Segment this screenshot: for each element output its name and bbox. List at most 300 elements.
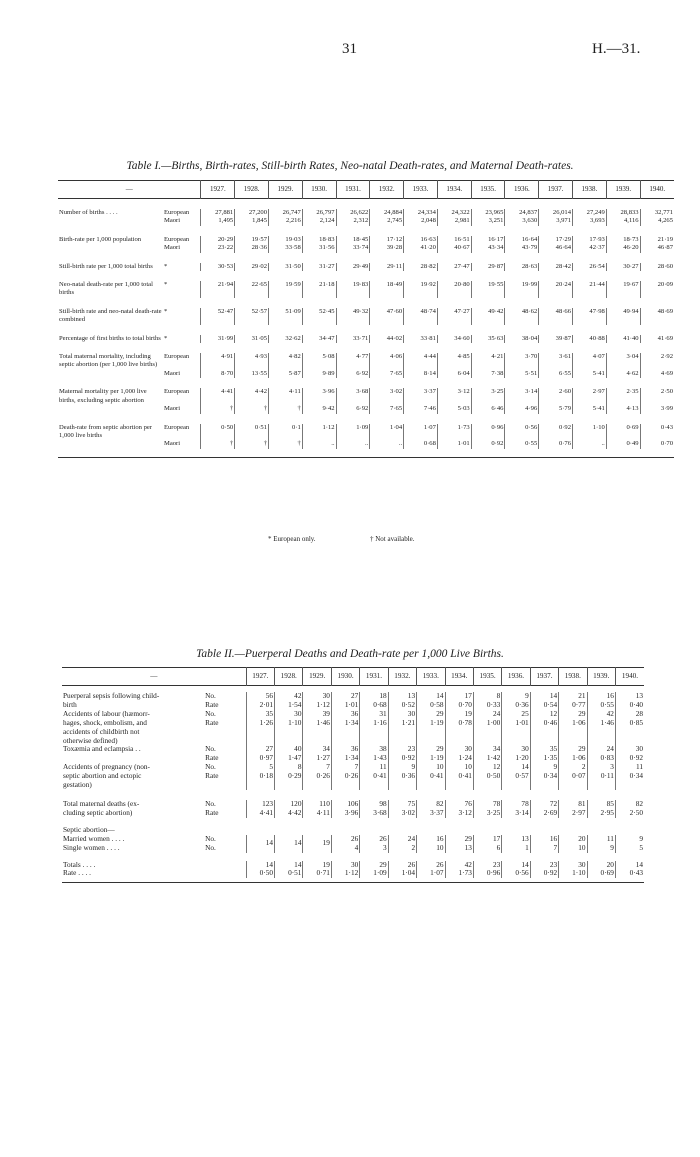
table-cell: 23,965	[471, 209, 505, 217]
year-header: 1933.	[417, 668, 445, 686]
page-reference: H.—31.	[592, 41, 641, 57]
table-cell: 46·20	[606, 244, 640, 252]
table-cell: 19·92	[404, 281, 438, 298]
table-cell: 5	[615, 844, 644, 853]
table-cell: 29	[559, 745, 587, 754]
table-cell: 14	[530, 692, 558, 701]
table-cell: 7·46	[404, 405, 438, 413]
row-label: Maternal mortality per 1,000 live births, excluding septic abortion	[59, 388, 147, 404]
row-label	[58, 440, 163, 448]
year-header: 1939.	[606, 181, 640, 199]
table-cell: 19	[445, 710, 473, 719]
table-cell: 28·63	[505, 263, 539, 271]
table-cell: 0·52	[388, 701, 416, 710]
row-label	[58, 370, 163, 378]
table-cell	[275, 781, 303, 790]
table-cell: 2,124	[302, 217, 336, 225]
table-row	[58, 370, 674, 378]
table-cell: 20	[559, 835, 587, 844]
year-header: 1927.	[201, 181, 235, 199]
table-cell: 42·37	[573, 244, 607, 252]
table-cell: 0·18	[246, 772, 274, 781]
table-cell: 2,981	[437, 217, 471, 225]
table-cell: 1·42	[473, 754, 501, 763]
table-cell: 8·14	[404, 370, 438, 378]
footnote-european-only: * European only.	[268, 535, 316, 543]
row-unit: Rate	[205, 717, 219, 727]
table-cell: 18·45	[336, 236, 370, 244]
table-cell: 4·77	[336, 353, 370, 370]
table-cell: 16·63	[404, 236, 438, 244]
table-cell: 4·11	[303, 809, 331, 818]
table-cell: 1	[502, 844, 530, 853]
table-cell: 0·56	[502, 869, 530, 878]
year-header: 1935.	[471, 181, 505, 199]
row-unit	[204, 781, 246, 790]
row-group: Maori	[163, 244, 181, 252]
year-header: 1936.	[505, 181, 539, 199]
table-cell: 4·11	[269, 388, 303, 405]
table-cell: 3·96	[331, 809, 359, 818]
table-cell: 1·54	[275, 701, 303, 710]
table-cell: 1·47	[275, 754, 303, 763]
table-cell: 81	[559, 800, 587, 809]
table-cell: 2·92	[640, 353, 674, 370]
row-group: European	[163, 423, 190, 431]
table-cell: 42	[587, 710, 615, 719]
table-cell: 0·92	[388, 754, 416, 763]
row-group: *	[163, 307, 168, 315]
row-label: septic abortion and ectopic	[63, 771, 142, 781]
table-cell: 29·49	[336, 263, 370, 271]
table-cell: 38	[360, 745, 388, 754]
table-cell: 7·65	[370, 370, 404, 378]
table-cell: 16·64	[505, 236, 539, 244]
table-row	[58, 405, 674, 413]
table-row	[58, 353, 674, 370]
table-cell: 30	[559, 861, 587, 870]
table-cell: 7	[331, 763, 359, 772]
table-cell: 2,048	[404, 217, 438, 225]
table1-title: Table I.—Births, Birth-rates, Still-birth Rates, Neo-natal Death-rates, and Maternal Death-rates.	[126, 160, 574, 172]
table-cell: 0·71	[303, 869, 331, 878]
year-header: 1929.	[303, 668, 331, 686]
table-cell: 2·01	[246, 701, 274, 710]
table-cell: 1·09	[336, 424, 370, 441]
table-cell: 30	[275, 710, 303, 719]
row-group: European	[163, 209, 190, 216]
year-header: 1927.	[246, 668, 274, 686]
table-cell: 1·09	[360, 869, 388, 878]
table-cell: 19·55	[471, 281, 505, 298]
table-cell: 28·60	[640, 263, 674, 271]
table-cell: 33·71	[336, 335, 370, 343]
table-cell: 26,014	[539, 209, 573, 217]
row-label: Total maternal deaths (ex-	[63, 798, 140, 808]
year-header: 1933.	[404, 181, 438, 199]
table-cell: 4·85	[437, 353, 471, 370]
table-cell: 0·76	[539, 440, 573, 448]
table-cell: 20·29	[201, 236, 235, 244]
table-cell: 3,971	[539, 217, 573, 225]
table-cell: 20	[587, 861, 615, 870]
year-header: 1931.	[360, 668, 388, 686]
table-cell: 49·42	[471, 308, 505, 325]
table1	[58, 180, 674, 458]
table-cell: 4·44	[404, 353, 438, 370]
table-cell: 36	[331, 745, 359, 754]
table-cell: 5·51	[505, 370, 539, 378]
table-cell: 3·12	[445, 809, 473, 818]
table-cell: 42	[445, 861, 473, 870]
table-cell: 26,797	[302, 209, 336, 217]
table-cell	[417, 781, 445, 790]
table-cell: 1·07	[404, 424, 438, 441]
table-cell: 27,200	[235, 209, 269, 217]
table-cell: 4·21	[471, 353, 505, 370]
table-cell	[303, 728, 331, 737]
table-cell: 40	[275, 745, 303, 754]
table-cell: 1·27	[303, 754, 331, 763]
table-cell: 30	[615, 745, 644, 754]
table-cell: 13	[502, 835, 530, 844]
table-row	[58, 244, 674, 252]
table-row	[58, 308, 674, 325]
row-unit: Rate	[205, 771, 219, 781]
table-cell: 30·27	[606, 263, 640, 271]
table-cell: 17	[445, 692, 473, 701]
row-unit: Rate	[205, 807, 219, 817]
table-cell: 26	[331, 835, 359, 844]
table-cell: 13·55	[235, 370, 269, 378]
table-cell: 0·41	[417, 772, 445, 781]
table-cell: 3·37	[404, 388, 438, 405]
table-cell: 26	[360, 835, 388, 844]
table-cell: 123	[246, 800, 274, 809]
table-cell: 33·58	[269, 244, 303, 252]
table-cell: 0·51	[275, 869, 303, 878]
row-group: European	[163, 353, 190, 361]
table-cell: 5·41	[573, 370, 607, 378]
table-cell: 1·46	[303, 719, 331, 728]
table-cell: 29	[445, 835, 473, 844]
table-cell: 29	[360, 861, 388, 870]
row-label: Puerperal sepsis following child-	[63, 691, 160, 700]
year-header: 1938.	[573, 181, 607, 199]
table-cell: 2·69	[530, 809, 558, 818]
table-cell: 7	[530, 844, 558, 853]
table-cell: ..	[573, 440, 607, 448]
table-cell: 19·03	[269, 236, 303, 244]
table-cell: 9·89	[302, 370, 336, 378]
table-cell: 3·68	[360, 809, 388, 818]
table-cell: 27·47	[437, 263, 471, 271]
row-label	[58, 217, 163, 225]
row-unit: Rate	[205, 699, 219, 709]
row-label: hages, shock, embolism, and	[63, 717, 147, 727]
table-cell: 1·34	[331, 754, 359, 763]
table-cell: 1·24	[445, 754, 473, 763]
table-cell: 26	[388, 861, 416, 870]
table-cell: 46·87	[640, 244, 674, 252]
table-cell: 1·01	[437, 440, 471, 448]
table-cell: †	[201, 440, 235, 448]
table-cell: 2	[388, 844, 416, 853]
table-cell: 5·08	[302, 353, 336, 370]
table-cell: 35	[246, 710, 274, 719]
table-cell: 23	[388, 745, 416, 754]
table-cell: 35·63	[471, 335, 505, 343]
table-row	[62, 869, 644, 878]
table-cell: 3,251	[471, 217, 505, 225]
table-cell: 0·70	[640, 440, 674, 448]
table-cell	[473, 728, 501, 737]
table-cell: 24	[587, 745, 615, 754]
table-cell	[388, 781, 416, 790]
table-cell	[303, 781, 331, 790]
table-cell: 17·12	[370, 236, 404, 244]
table-cell: †	[201, 405, 235, 413]
year-header: 1928.	[235, 181, 269, 199]
table-cell: 46·64	[539, 244, 573, 252]
table-cell: 34	[473, 745, 501, 754]
table-cell: 0·69	[606, 424, 640, 441]
table-cell: 41·69	[640, 335, 674, 343]
table-cell	[445, 781, 473, 790]
table-cell: 1·00	[473, 719, 501, 728]
table-cell: 24,322	[437, 209, 471, 217]
table-cell: 75	[388, 800, 416, 809]
year-header: 1940.	[640, 181, 674, 199]
table-cell: 31·99	[201, 335, 235, 343]
row-label: Percentage of first births to total births	[59, 334, 161, 342]
row-group: Maori	[163, 440, 181, 448]
table-cell: 2	[559, 763, 587, 772]
septic-abortion-heading: Septic abortion—	[63, 824, 115, 834]
table-cell: 3·02	[388, 809, 416, 818]
table-cell: 28	[615, 710, 644, 719]
table-cell: 4·91	[201, 353, 235, 370]
table-cell: 4·13	[606, 405, 640, 413]
table-cell: 6·55	[539, 370, 573, 378]
table-cell: 0·85	[615, 719, 644, 728]
year-header: 1929.	[269, 181, 303, 199]
table-cell: 0·40	[615, 701, 644, 710]
table-cell: 14	[275, 861, 303, 870]
row-label: Still-birth rate and neo-natal death-rate combined	[59, 307, 162, 324]
table-cell: 39·28	[370, 244, 404, 252]
table-cell: 32,771	[640, 209, 674, 217]
table-cell: 5·79	[539, 405, 573, 413]
page-number: 31	[342, 41, 357, 57]
table-cell: 16·17	[471, 236, 505, 244]
table-cell: 1·19	[417, 719, 445, 728]
table-cell: 76	[445, 800, 473, 809]
table-cell: 39·87	[539, 335, 573, 343]
table-cell: 28·36	[235, 244, 269, 252]
row-group: *	[163, 262, 168, 270]
table-cell: 4·62	[606, 370, 640, 378]
table-cell: 1·21	[388, 719, 416, 728]
table-cell: 21·94	[201, 281, 235, 298]
table-cell: 5·41	[573, 405, 607, 413]
table-cell: 49·32	[336, 308, 370, 325]
table-cell: 9	[615, 835, 644, 844]
year-header: 1936.	[502, 668, 530, 686]
table-cell	[587, 781, 615, 790]
table-cell: 1·01	[331, 701, 359, 710]
table-cell: 1·01	[502, 719, 530, 728]
table-cell: 0·92	[615, 754, 644, 763]
row-label: Birth-rate per 1,000 population	[59, 235, 142, 243]
table-cell: 1·26	[246, 719, 274, 728]
table-cell: 40·88	[573, 335, 607, 343]
table-cell: 43·79	[505, 244, 539, 252]
table-cell: 0·92	[471, 440, 505, 448]
table-cell: 49·94	[606, 308, 640, 325]
table-cell: 41·20	[404, 244, 438, 252]
table-cell: 1,845	[235, 217, 269, 225]
table-cell: 0·1	[269, 424, 303, 441]
table-cell	[502, 728, 530, 737]
table-cell: 1·07	[417, 869, 445, 878]
table-cell: 1·12	[302, 424, 336, 441]
row-label: gestation)	[63, 780, 92, 790]
table-cell: 82	[615, 800, 644, 809]
row-unit: No.	[205, 798, 216, 808]
table-cell: 0·07	[559, 772, 587, 781]
table-cell: ..	[302, 440, 336, 448]
table-cell: 0·50	[201, 424, 235, 441]
table-cell: 2,216	[269, 217, 303, 225]
row-label: Single women . . . .	[63, 842, 120, 852]
table-cell: 1·12	[331, 869, 359, 878]
table-cell: 18	[360, 692, 388, 701]
table-cell: 9	[502, 692, 530, 701]
table-cell: 31·27	[302, 263, 336, 271]
table-cell	[246, 781, 274, 790]
row-group: European	[163, 235, 190, 243]
table1-body	[58, 199, 674, 458]
table-cell	[331, 728, 359, 737]
table-cell: 28·42	[539, 263, 573, 271]
table-row	[58, 335, 674, 343]
table-cell: 1·16	[360, 719, 388, 728]
table-cell: 2,312	[336, 217, 370, 225]
table-cell: 48·69	[640, 308, 674, 325]
row-label: Accidents of pregnancy (non-	[63, 762, 150, 772]
table-cell: 24	[473, 710, 501, 719]
row-label	[58, 244, 163, 252]
table-cell: 0·41	[360, 772, 388, 781]
table-cell: 0·68	[404, 440, 438, 448]
table-cell: 47·27	[437, 308, 471, 325]
table-cell: 20·80	[437, 281, 471, 298]
row-label: Still-birth rate per 1,000 total births	[59, 262, 153, 270]
table-cell: 21·44	[573, 281, 607, 298]
row-label: Rate . . . .	[63, 868, 91, 878]
table-cell: 72	[530, 800, 558, 809]
table-cell	[615, 781, 644, 790]
table-cell: 2·35	[606, 388, 640, 405]
year-header: 1930.	[331, 668, 359, 686]
table-cell: 34·60	[437, 335, 471, 343]
table-cell: 25	[502, 710, 530, 719]
year-header: 1928.	[275, 668, 303, 686]
year-header: 1939.	[587, 668, 615, 686]
table-cell: 30	[388, 710, 416, 719]
row-label: Neo-natal death-rate per 1,000 total births	[59, 281, 153, 297]
combined-cell: 14	[246, 835, 274, 853]
table-cell: 8·70	[201, 370, 235, 378]
year-header: 1934.	[445, 668, 473, 686]
table-cell: 26·54	[573, 263, 607, 271]
table-cell: 52·47	[201, 308, 235, 325]
table-cell: 0·70	[445, 701, 473, 710]
table-cell: ..	[370, 440, 404, 448]
table-cell: 28·82	[404, 263, 438, 271]
table-cell: 1·04	[388, 869, 416, 878]
table-cell: 4·41	[201, 388, 235, 405]
table-cell: †	[269, 405, 303, 413]
combined-cell: 19	[303, 835, 331, 853]
row-unit: No.	[205, 708, 216, 718]
table-cell: 0·97	[246, 754, 274, 763]
table-cell: 48·62	[505, 308, 539, 325]
table-cell	[559, 728, 587, 737]
year-header: 1940.	[615, 668, 644, 686]
table-cell: 14	[417, 692, 445, 701]
table-cell: 30·53	[201, 263, 235, 271]
table-cell: 0·26	[303, 772, 331, 781]
table-cell: †	[269, 440, 303, 448]
table-cell: 0·34	[530, 772, 558, 781]
table-cell: 12	[530, 710, 558, 719]
table-cell: 11	[615, 763, 644, 772]
row-unit: No.	[205, 691, 216, 700]
table-cell: 3·96	[302, 388, 336, 405]
table-cell: 52·57	[235, 308, 269, 325]
table-row	[62, 781, 644, 790]
combined-cell: 14	[275, 835, 303, 853]
table-cell: 4·42	[235, 388, 269, 405]
table-cell: 82	[417, 800, 445, 809]
row-label: cluding septic abortion)	[63, 807, 133, 817]
table-cell: 78	[502, 800, 530, 809]
table-cell: 23	[530, 861, 558, 870]
row-group: Maori	[163, 217, 181, 225]
row-unit: No.	[205, 833, 216, 843]
table-cell: 19·83	[336, 281, 370, 298]
table-cell	[530, 781, 558, 790]
table-cell: 30	[303, 692, 331, 701]
table-cell: 16	[587, 692, 615, 701]
year-header: 1931.	[336, 181, 370, 199]
table-row	[62, 844, 644, 853]
table-cell: †	[235, 405, 269, 413]
table-cell: 3,630	[505, 217, 539, 225]
table-cell: 0·33	[473, 701, 501, 710]
table-cell: 24,334	[404, 209, 438, 217]
row-unit: No.	[205, 842, 216, 852]
table-cell: 120	[275, 800, 303, 809]
year-header: 1934.	[437, 181, 471, 199]
table-cell: 16	[417, 835, 445, 844]
table-cell: 7·38	[471, 370, 505, 378]
table-cell: 7·65	[370, 405, 404, 413]
table-cell: 43·34	[471, 244, 505, 252]
table-cell: 3·99	[640, 405, 674, 413]
